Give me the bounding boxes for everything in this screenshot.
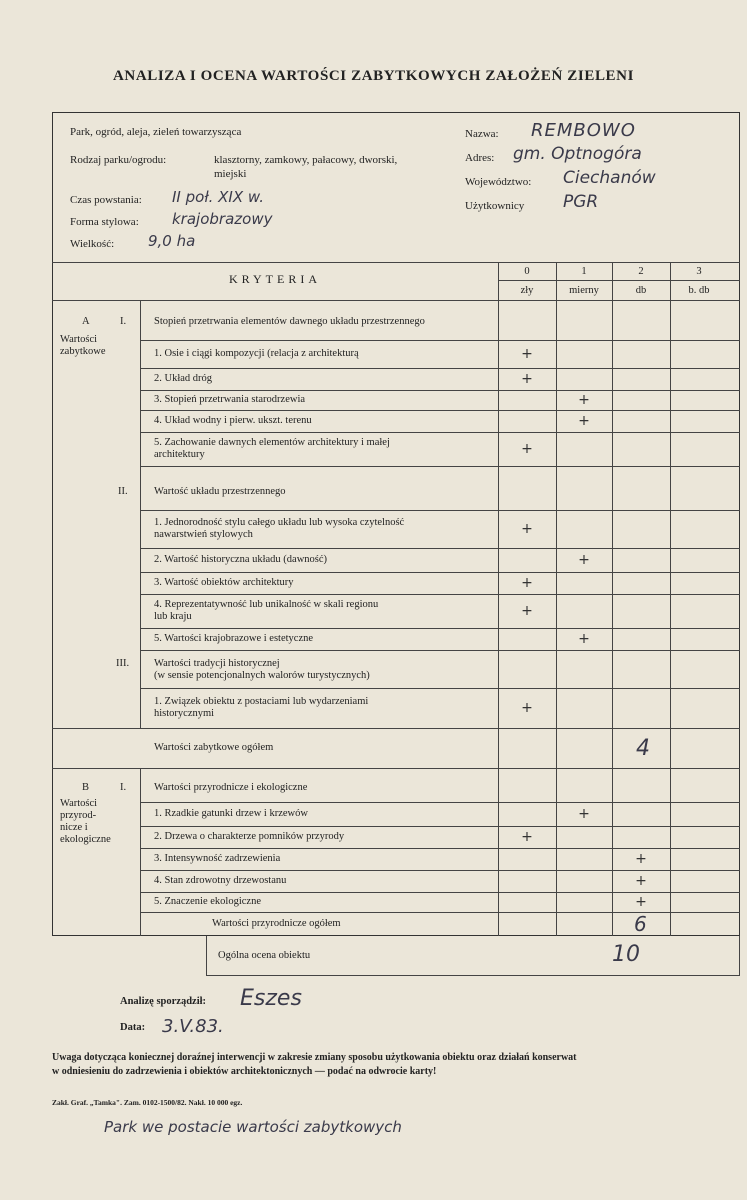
criterion-label	[154, 875, 286, 887]
date-label: Data:	[120, 1022, 146, 1033]
analysis-label: Analizę sporządził:	[120, 996, 207, 1007]
criterion-label	[154, 633, 313, 645]
criterion-text: 1. Związek obiektu z postaciami lub wydarzeniami	[154, 696, 369, 707]
section-a-group-3-roman: III.	[116, 658, 130, 669]
criterion-text: 3. Stopień przetrwania starodrzewia	[154, 394, 306, 405]
users-value: PGR	[563, 192, 599, 212]
criterion-text-cont: architektury	[154, 449, 205, 460]
criterion-text: 2. Układ dróg	[154, 373, 213, 384]
criterion-text: 5. Znaczenie ekologiczne	[154, 896, 261, 907]
criterion-text: 4. Stan zdrowotny drzewostanu	[154, 875, 287, 886]
criterion-label	[154, 853, 280, 865]
address-label: Adres:	[465, 152, 495, 164]
col-0-label: zły	[520, 285, 534, 296]
col-3-number: 3	[696, 266, 702, 277]
criterion-text: 1. Osie i ciągi kompozycji (relacja z architekturą	[154, 348, 359, 359]
row-separator	[140, 728, 740, 729]
criterion-label	[154, 577, 294, 589]
row-separator	[140, 572, 740, 573]
section-b-name-4: ekologiczne	[60, 834, 111, 845]
row-separator	[140, 594, 740, 595]
criterion-label	[154, 517, 404, 541]
criterion-label	[154, 348, 359, 360]
criterion-text: 3. Intensywność zadrzewienia	[154, 853, 281, 864]
row-separator	[140, 628, 740, 629]
score-mark: +	[521, 575, 533, 591]
col-1-number: 1	[581, 266, 587, 277]
section-a-name-2: zabytkowe	[60, 346, 106, 357]
section-b-name: Wartości	[60, 798, 98, 809]
section-a-group-1-title: Stopień przetrwania elementów dawnego układu przestrzennego	[154, 316, 425, 327]
note-line-2: w odniesieniu do zadrzewienia i obiektów architektonicznych — podać na odwrocie karty!	[52, 1066, 437, 1077]
score-mark: +	[578, 552, 590, 568]
criterion-text: 5. Wartości krajobrazowe i estetyczne	[154, 633, 314, 644]
row-separator	[140, 848, 740, 849]
criterion-label	[154, 394, 305, 406]
bottom-handwritten-note: Park we postacie wartości zabytkowych	[104, 1118, 402, 1136]
section-a-group-2-title: Wartość układu przestrzennego	[154, 486, 286, 497]
section-a-total-label: Wartości zabytkowe ogółem	[154, 742, 274, 753]
print-info: Zakł. Graf. „Tamka". Zam. 0102-1500/82. Nakł. 10 000 egz.	[52, 1098, 243, 1107]
time-label: Czas powstania:	[70, 194, 142, 206]
row-separator	[140, 826, 740, 827]
row-separator	[140, 548, 740, 549]
criterion-label	[154, 373, 212, 385]
score-mark: +	[635, 873, 647, 889]
col-2-number: 2	[638, 266, 644, 277]
row-separator	[140, 410, 740, 411]
score-mark: +	[578, 392, 590, 408]
criterion-text: 2. Wartość historyczna układu (dawność)	[154, 554, 328, 565]
score-mark: +	[635, 851, 647, 867]
score-mark: +	[578, 413, 590, 429]
criterion-text: 1. Rzadkie gatunki drzew i krzewów	[154, 808, 308, 819]
overall-label: Ogólna ocena obiektu	[218, 950, 311, 961]
section-b-group-1-title: Wartości przyrodnicze i ekologiczne	[154, 782, 308, 793]
date-value: 3.V.83.	[162, 1016, 224, 1037]
score-mark: +	[578, 631, 590, 647]
header-right	[465, 120, 735, 230]
row-separator	[140, 912, 740, 913]
criterion-text: 4. Reprezentatywność lub unikalność w skali regionu	[154, 599, 379, 610]
criterion-text-cont: historycznymi	[154, 708, 215, 719]
criterion-label	[154, 831, 344, 843]
section-a-letter: A	[82, 316, 90, 327]
users-label: Użytkownicy	[465, 200, 525, 212]
section-b-roman: I.	[120, 782, 127, 793]
row-separator	[140, 368, 740, 369]
criterion-label	[154, 599, 378, 623]
criterion-text: 3. Wartość obiektów architektury	[154, 577, 294, 588]
score-mark: +	[521, 829, 533, 845]
row-separator	[140, 870, 740, 871]
section-b-name-3: nicze i	[60, 822, 88, 833]
section-a-name: Wartości	[60, 334, 98, 345]
criterion-label	[154, 696, 368, 720]
criteria-header: KRYTERIA	[229, 272, 321, 286]
section-b-total-label: Wartości przyrodnicze ogółem	[212, 918, 341, 929]
section-a-roman: I.	[120, 316, 127, 327]
section-b-total-value: 6	[634, 912, 647, 936]
name-value: REMBOWO	[531, 120, 636, 141]
row-separator	[140, 466, 740, 467]
criterion-label	[154, 437, 390, 461]
row-separator	[140, 892, 740, 893]
province-label: Województwo:	[465, 176, 532, 188]
section-b-name-2: przyrod-	[60, 810, 97, 821]
score-mark: +	[521, 700, 533, 716]
style-value: krajobrazowy	[172, 210, 273, 228]
score-mark: +	[521, 521, 533, 537]
criterion-text: 5. Zachowanie dawnych elementów architektury i małej	[154, 437, 390, 448]
row-separator	[140, 390, 740, 391]
score-mark: +	[521, 603, 533, 619]
section-a-group-3-subtitle: (w sensie potencjonalnych walorów turystycznych)	[154, 670, 370, 681]
size-label: Wielkość:	[70, 238, 115, 250]
address-value: gm. Optnogóra	[513, 144, 642, 164]
criterion-label	[154, 554, 327, 566]
section-a-group-2-roman: II.	[118, 486, 128, 497]
criterion-text-cont: nawarstwień stylowych	[154, 529, 253, 540]
score-mark: +	[521, 371, 533, 387]
header-left	[70, 126, 450, 256]
criterion-label	[154, 896, 261, 908]
kind-options-2: miejski	[214, 168, 247, 180]
col-1-label: mierny	[569, 285, 599, 296]
kind-label: Rodzaj parku/ogrodu:	[70, 154, 167, 166]
criterion-text: 1. Jednorodność stylu całego układu lub wysoka czytelność	[154, 517, 405, 528]
criterion-text-cont: lub kraju	[154, 611, 192, 622]
score-mark: +	[635, 894, 647, 910]
criterion-text: 4. Układ wodny i pierw. ukszt. terenu	[154, 415, 312, 426]
criterion-text: 2. Drzewa o charakterze pomników przyrody	[154, 831, 345, 842]
col-2-label: db	[635, 285, 647, 296]
criterion-label	[154, 808, 308, 820]
score-mark: +	[521, 346, 533, 362]
name-label: Nazwa:	[465, 128, 499, 140]
col-0-number: 0	[524, 266, 530, 277]
size-value: 9,0 ha	[148, 232, 196, 250]
score-mark: +	[521, 441, 533, 457]
time-value: II poł. XIX w.	[172, 188, 264, 206]
section-b-letter: B	[82, 782, 90, 793]
col-3-label: b. db	[688, 285, 710, 296]
criterion-label	[154, 415, 312, 427]
analysis-signature: Eszes	[240, 986, 302, 1011]
province-value: Ciechanów	[563, 168, 656, 188]
object-type-line: Park, ogród, aleja, zieleń towarzysząca	[70, 126, 242, 138]
row-separator	[140, 432, 740, 433]
overall-value: 10	[612, 942, 640, 967]
score-mark: +	[578, 806, 590, 822]
note-line-1: Uwaga dotycząca koniecznej doraźnej interwencji w zakresie zmiany sposobu użytkowania obiektu oraz działań konserwat	[52, 1052, 577, 1063]
kind-options: klasztorny, zamkowy, pałacowy, dworski,	[214, 154, 398, 166]
section-a-group-3-title: Wartości tradycji historycznej	[154, 658, 280, 669]
style-label: Forma stylowa:	[70, 216, 139, 228]
row-separator	[140, 650, 740, 651]
section-a-total-value: 4	[636, 736, 650, 761]
page-title: ANALIZA I OCENA WARTOŚCI ZABYTKOWYCH ZAŁOŻEŃ ZIELENI	[112, 68, 635, 84]
